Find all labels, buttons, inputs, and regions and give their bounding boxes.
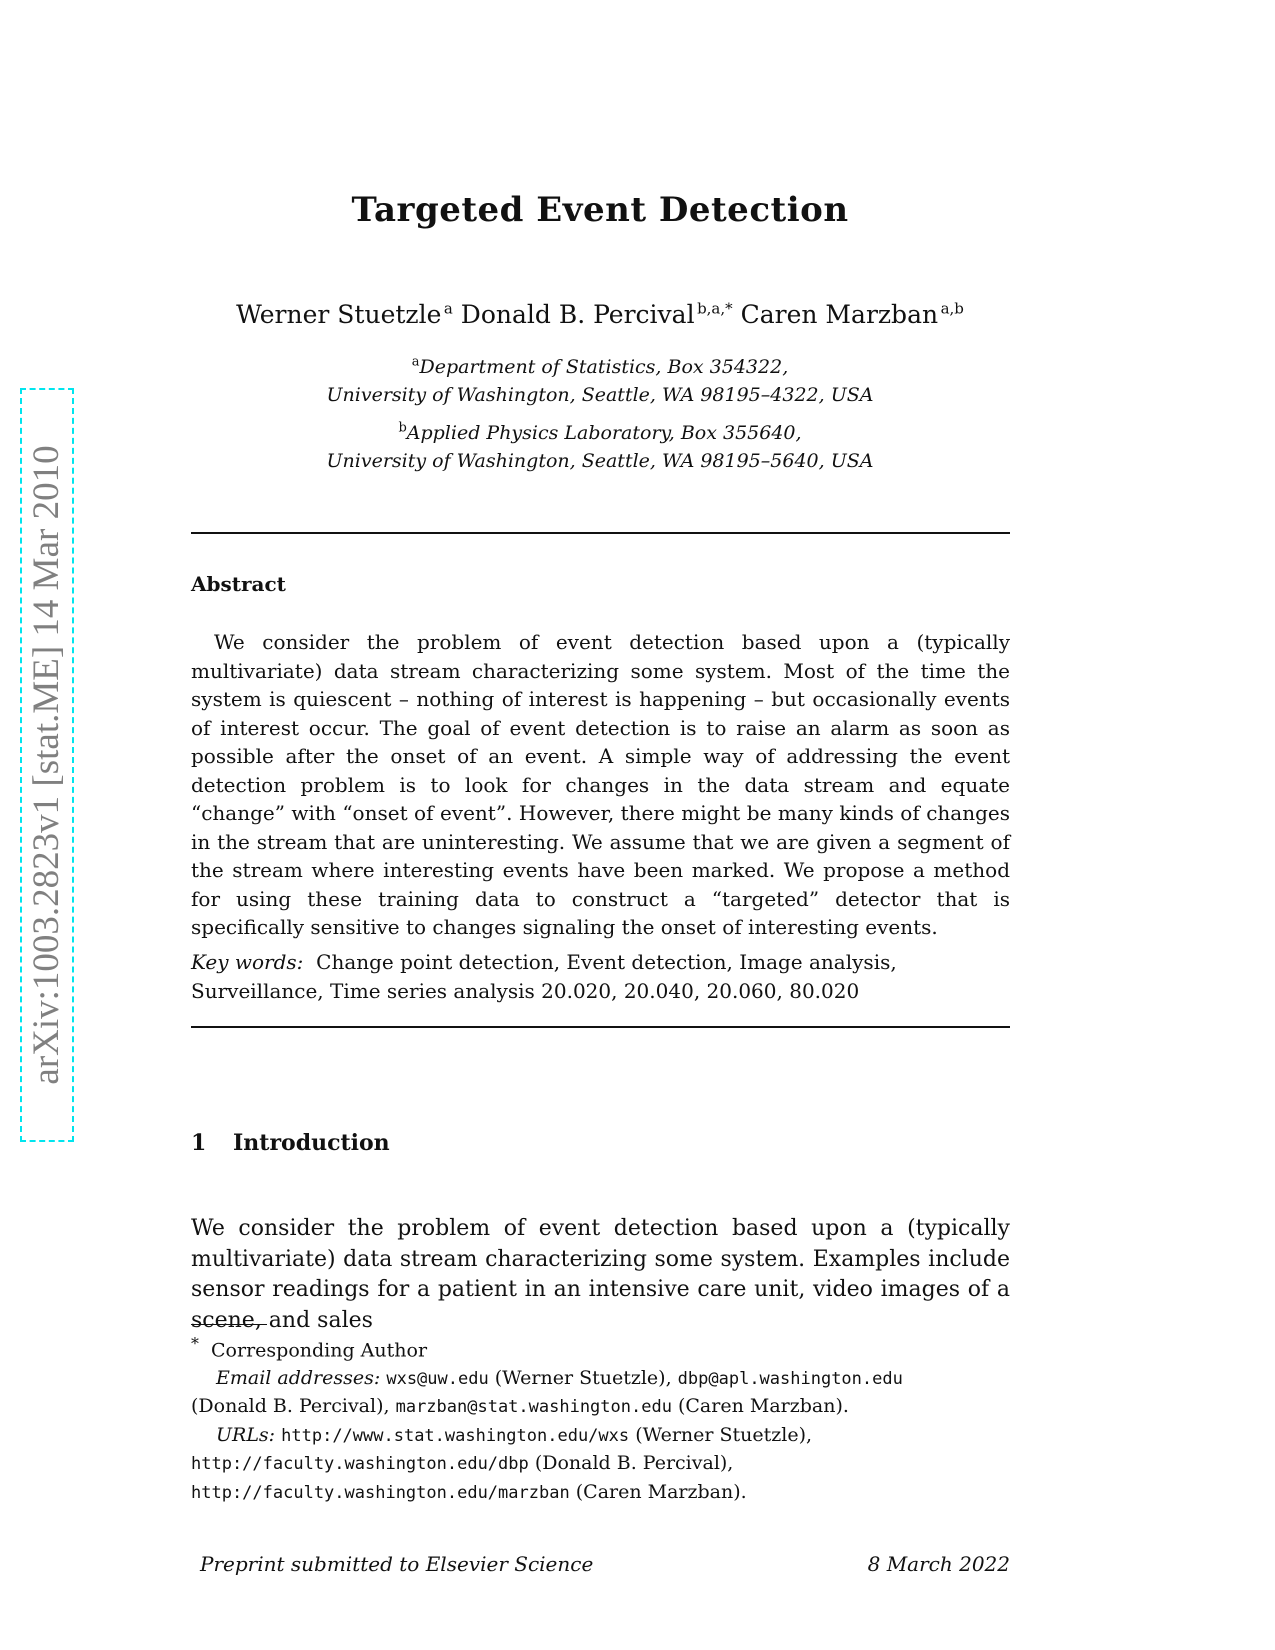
intro-paragraph: We consider the problem of event detection based upon a (typically multivariate) data stream characterizing some system. Examples include sensor readings for a patient in an intensive care unit, video images of a scene, and sales [191, 1216, 1010, 1333]
section-heading [191, 1130, 390, 1156]
abstract-top-rule [191, 532, 1010, 534]
footer-date: 8 March 2022 [867, 1552, 1010, 1576]
url-owner: (Werner Stuetzle), [635, 1423, 813, 1446]
keywords [191, 948, 1010, 1005]
author-name: Caren Marzban [740, 300, 939, 329]
email-link[interactable]: dbp@apl.washington.edu [677, 1368, 903, 1389]
email-link[interactable]: wxs@uw.edu [386, 1368, 489, 1389]
affiliation-line: Department of Statistics, Box 354322, [419, 356, 789, 378]
url-link[interactable]: http://faculty.washington.edu/dbp [191, 1454, 529, 1475]
keywords-line: Surveillance, Time series analysis 20.020, 20.040, 20.060, 80.020 [191, 978, 860, 1003]
corresponding-author-note: Corresponding Author [211, 1339, 428, 1362]
keywords-label: Key words: [191, 950, 304, 974]
url-link[interactable]: http://faculty.washington.edu/marzban [191, 1482, 570, 1503]
footnote-rule [191, 1324, 267, 1325]
abstract-heading: Abstract [191, 572, 286, 596]
affiliation-line: Applied Physics Laboratory, Box 355640, [406, 422, 802, 444]
affiliation-line: University of Washington, Seattle, WA 98195–4322, USA [326, 384, 874, 406]
url-owner: (Donald B. Percival), [534, 1452, 734, 1475]
footer-preprint-note: Preprint submitted to Elsevier Science [200, 1552, 594, 1576]
author-affiliation-mark: b,a,* [697, 299, 733, 318]
paper-title: Targeted Event Detection [351, 190, 849, 230]
email-link[interactable]: marzban@stat.washington.edu [395, 1397, 672, 1418]
footnote [191, 1330, 1010, 1507]
affiliation-a [0, 353, 1200, 409]
affiliation-b [0, 419, 1200, 475]
author-list [0, 300, 1200, 329]
url-link[interactable]: http://www.stat.washington.edu/wxs [281, 1425, 630, 1446]
email-label: Email addresses: [216, 1366, 381, 1389]
author-name: Donald B. Percival [460, 300, 695, 329]
abstract-text: We consider the problem of event detection based upon a (typically multivariate) data stream characterizing some system. Most of the time the system is quiescent – nothing of interest is happening – but occasionally events of interest occur. The goal of event detection is to raise an alarm as soon as possible after the onset of an event. A simple way of addressing the event detection problem is to look for changes in the data stream and equate “change” with “onset of event”. However, there might be many kinds of changes in the stream that are uninteresting. We assume that we are given a segment of the stream where interesting events have been marked. We propose a method for using these training data to construct a “targeted” detector that is specifically sensitive to changes signaling the onset of interesting events. [191, 630, 1010, 939]
section-title: Introduction [233, 1130, 390, 1156]
author-name: Werner Stuetzle [236, 300, 442, 329]
email-owner: (Caren Marzban). [677, 1395, 849, 1418]
urls-label: URLs: [216, 1423, 276, 1446]
arxiv-stamp[interactable]: arXiv:1003.2823v1 [stat.ME] 14 Mar 2010 [26, 445, 67, 1085]
author-affiliation-mark: a,b [940, 299, 964, 318]
abstract-bottom-rule [191, 1026, 1010, 1028]
affiliation-line: University of Washington, Seattle, WA 98195–5640, USA [326, 450, 874, 472]
affiliation-mark: a [411, 354, 420, 370]
url-owner: (Caren Marzban). [575, 1480, 747, 1503]
author-affiliation-mark: a [443, 299, 453, 318]
section-number: 1 [191, 1130, 207, 1156]
affiliation-mark: b [398, 420, 407, 436]
email-owner: (Donald B. Percival), [191, 1395, 390, 1418]
keywords-line: Change point detection, Event detection, Image analysis, [316, 950, 897, 974]
email-owner: (Werner Stuetzle), [494, 1366, 672, 1389]
footnote-marker: * [191, 1334, 199, 1353]
